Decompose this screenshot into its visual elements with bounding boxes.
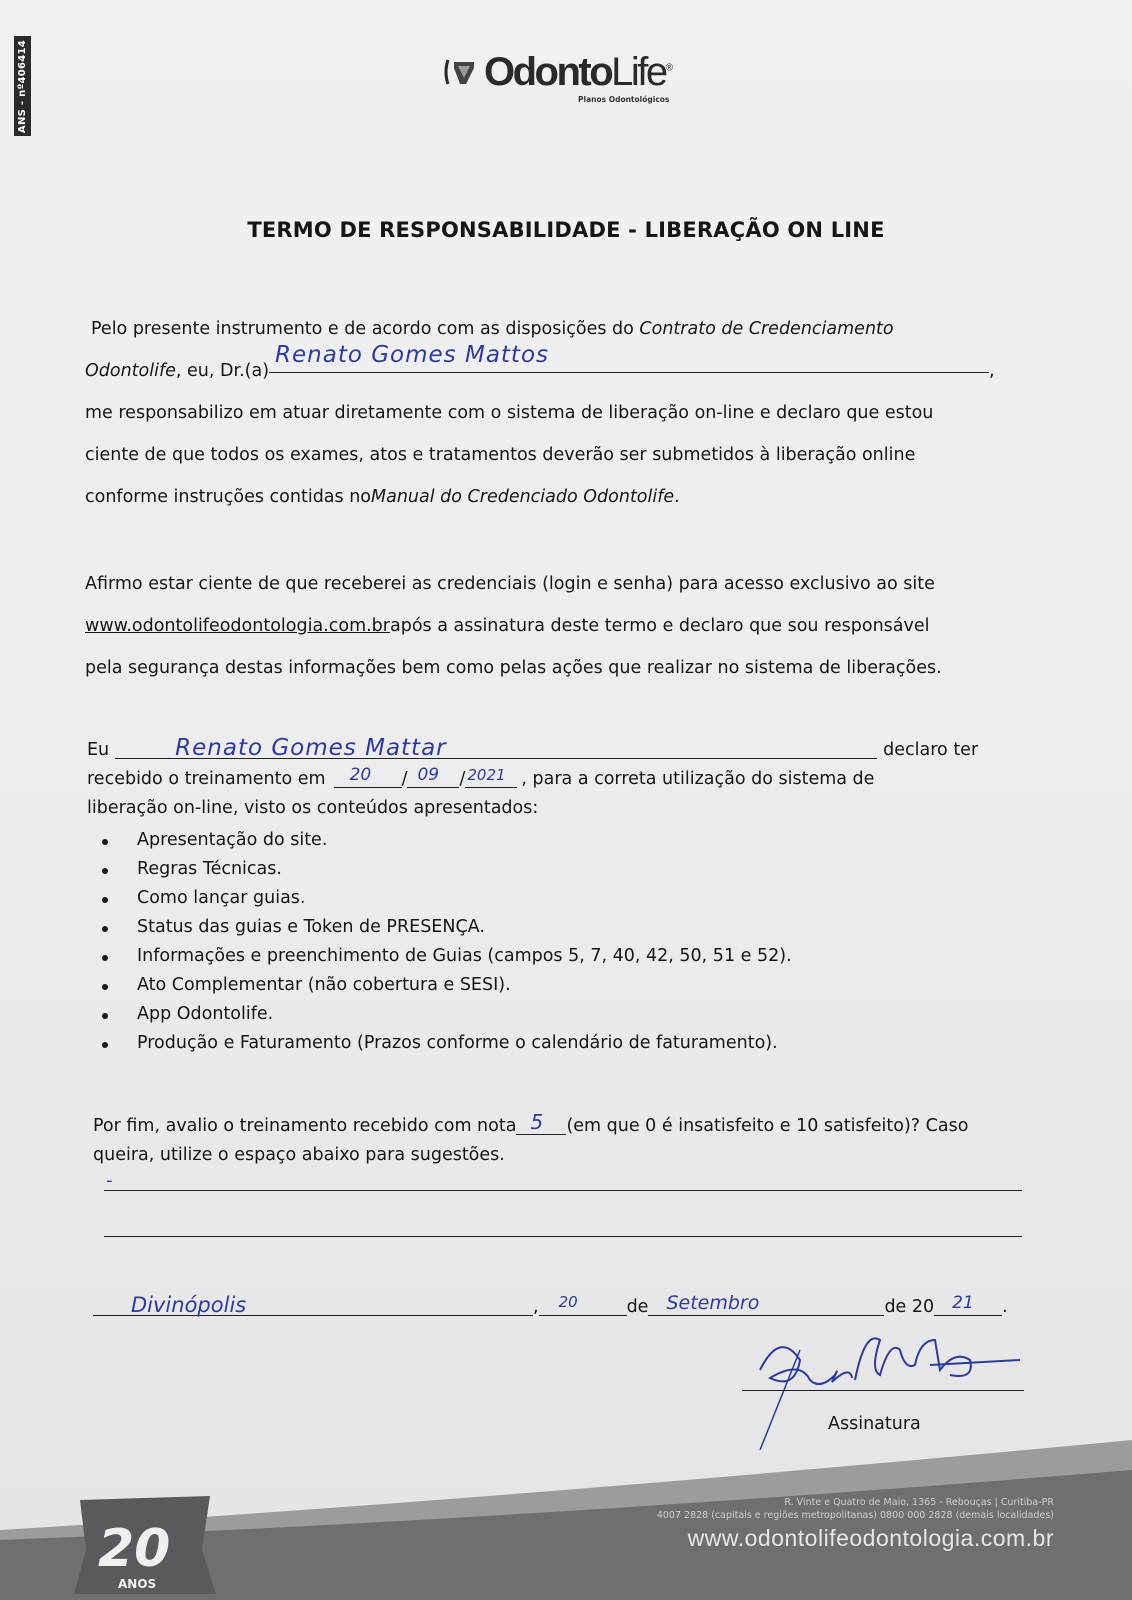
- list-item: Como lançar guias.: [100, 884, 792, 913]
- ans-registration-label: [14, 36, 31, 136]
- place-date-line: [93, 1293, 1013, 1322]
- list-item: Status das guias e Token de PRESENÇA.: [100, 913, 792, 942]
- logo-brand-bold: Odonto: [484, 50, 612, 94]
- doctor-name-field[interactable]: [269, 342, 989, 373]
- city-handwritten: Divinópolis: [131, 1293, 247, 1317]
- date-day-handwritten: 20: [558, 1293, 578, 1311]
- paragraph-responsibility: [85, 308, 1025, 518]
- para1-line-1: [85, 308, 1025, 350]
- badge-word: ANOS: [118, 1577, 157, 1591]
- list-item: Regras Técnicas.: [100, 855, 792, 884]
- para1-line-5: [85, 476, 1025, 518]
- footer-phones: 4007 2828 (capitais e regiões metropolitanas) 0800 000 2828 (demais localidades): [656, 1510, 1054, 1521]
- place-comma: ,: [533, 1297, 539, 1317]
- paragraph-training: [87, 736, 1007, 823]
- place-date-row: [93, 1293, 1013, 1322]
- list-item: App Odontolife.: [100, 1000, 792, 1029]
- date-separator-1: /: [401, 769, 408, 789]
- logo-wordmark: [484, 50, 671, 95]
- suggestion-line-1[interactable]: [104, 1190, 1022, 1191]
- para1-line-4: ciente de que todos os exames, atos e tratamentos deverão ser submetidos à liberação online: [85, 445, 916, 465]
- training-rating: [93, 1112, 1013, 1170]
- manual-reference: Manual do Credenciado Odontolife: [371, 487, 675, 507]
- list-item: Informações e preenchimento de Guias (campos 5, 7, 40, 42, 50, 51 e 52).: [100, 942, 792, 971]
- document-title: TERMO DE RESPONSABILIDADE - LIBERAÇÃO ON LINE: [247, 218, 885, 242]
- rating-score-field[interactable]: [516, 1112, 566, 1135]
- para2-line-1: Afirmo estar ciente de que receberei as credenciais (login e senha) para acesso exclusivo ao site: [85, 574, 935, 594]
- de-label-1: de: [626, 1297, 649, 1317]
- date-month-field[interactable]: [648, 1293, 884, 1316]
- date-day-field[interactable]: [539, 1293, 627, 1316]
- para1-line-1-a: Pelo presente instrumento e de acordo com as disposições do: [91, 319, 640, 339]
- training-line-1: [87, 736, 1007, 765]
- declaro-ter-label: declaro ter: [883, 740, 979, 760]
- tooth-logo-icon: [444, 56, 480, 88]
- date-year-handwritten: 21: [952, 1293, 974, 1313]
- city-field[interactable]: [93, 1293, 533, 1316]
- rating-score-handwritten: 5: [530, 1110, 544, 1134]
- training-line-3: liberação on-line, visto os conteúdos apresentados:: [87, 798, 539, 818]
- de-year-label: de 20: [884, 1297, 935, 1317]
- trainee-name-handwritten: Renato Gomes Mattar: [175, 735, 447, 761]
- suggestion-handwritten-mark: -: [106, 1170, 113, 1191]
- signature-line[interactable]: [742, 1390, 1024, 1391]
- para1-period: .: [674, 487, 680, 507]
- odontolife-logo: [444, 50, 684, 110]
- training-month-field[interactable]: [407, 765, 459, 788]
- footer-address: R. Vinte e Quatro de Maio, 1365 - Rebouças | Curitiba-PR: [784, 1497, 1054, 1508]
- date-year-field[interactable]: [934, 1293, 1002, 1316]
- rating-line-1: [93, 1112, 1013, 1141]
- trainee-name-field[interactable]: [115, 736, 877, 759]
- footer-address-block: [657, 1496, 1054, 1522]
- doctor-name-handwritten: Renato Gomes Mattos: [275, 342, 550, 368]
- para2-line-2-b: após a assinatura deste termo e declaro que sou responsável: [389, 616, 930, 636]
- training-line-2-rest: , para a correta utilização do sistema de: [521, 769, 875, 789]
- rating-label: Por fim, avalio o treinamento recebido com nota: [93, 1116, 517, 1136]
- rating-line-2: queira, utilize o espaço abaixo para sugestões.: [93, 1145, 505, 1165]
- para2-line-2: [85, 605, 1025, 647]
- para1-comma: ,: [989, 361, 995, 381]
- para1-line-2: [85, 342, 1025, 392]
- rating-scale-text: (em que 0 é insatisfeito e 10 satisfeito)? Caso: [566, 1116, 969, 1136]
- list-item: Produção e Faturamento (Prazos conforme o calendário de faturamento).: [100, 1029, 792, 1058]
- para1-line-5-a: conforme instruções contidas no: [85, 487, 371, 507]
- training-year-field[interactable]: [465, 765, 517, 788]
- list-item: Apresentação do site.: [100, 826, 792, 855]
- odontolife-italic: Odontolife: [85, 361, 176, 381]
- para2-line-3: pela segurança destas informações bem como pelas ações que realizar no sistema de liberações.: [85, 658, 942, 678]
- date-period: .: [1002, 1297, 1008, 1317]
- anniversary-badge-icon: [70, 1490, 220, 1600]
- contract-reference: Contrato de Credenciamento: [639, 319, 894, 339]
- date-month-handwritten: Setembro: [666, 1292, 760, 1314]
- footer: [0, 1420, 1132, 1600]
- eu-label: Eu: [87, 740, 110, 760]
- logo-trademark: ®: [665, 62, 671, 74]
- date-separator-2: /: [459, 769, 466, 789]
- training-month-handwritten: 09: [417, 765, 440, 785]
- list-item: Ato Complementar (não cobertura e SESI).: [100, 971, 792, 1000]
- badge-number: 20: [98, 1519, 171, 1579]
- para1-line-3: me responsabilizo em atuar diretamente com o sistema de liberação on-line e declaro que estou: [85, 403, 934, 423]
- training-year-handwritten: 2021: [467, 766, 506, 784]
- training-line-2: [87, 765, 1007, 794]
- training-date-label: recebido o treinamento em: [87, 769, 326, 789]
- signature-label: Assinatura: [828, 1414, 921, 1434]
- logo-brand-light: Life: [611, 50, 666, 94]
- doctor-label: , eu, Dr.(a): [175, 361, 270, 381]
- site-link[interactable]: www.odontolifeodontologia.com.br: [85, 616, 390, 636]
- ans-registration-text: ANS - nº406414: [17, 39, 29, 133]
- logo-tagline: Planos Odontológicos: [578, 95, 670, 104]
- suggestion-line-2[interactable]: [104, 1236, 1022, 1237]
- training-topics-list: [100, 826, 792, 1058]
- training-day-handwritten: 20: [349, 765, 372, 785]
- paragraph-credentials: [85, 563, 1025, 689]
- training-day-field[interactable]: [334, 765, 402, 788]
- footer-site-link[interactable]: www.odontolifeodontologia.com.br: [687, 1525, 1054, 1551]
